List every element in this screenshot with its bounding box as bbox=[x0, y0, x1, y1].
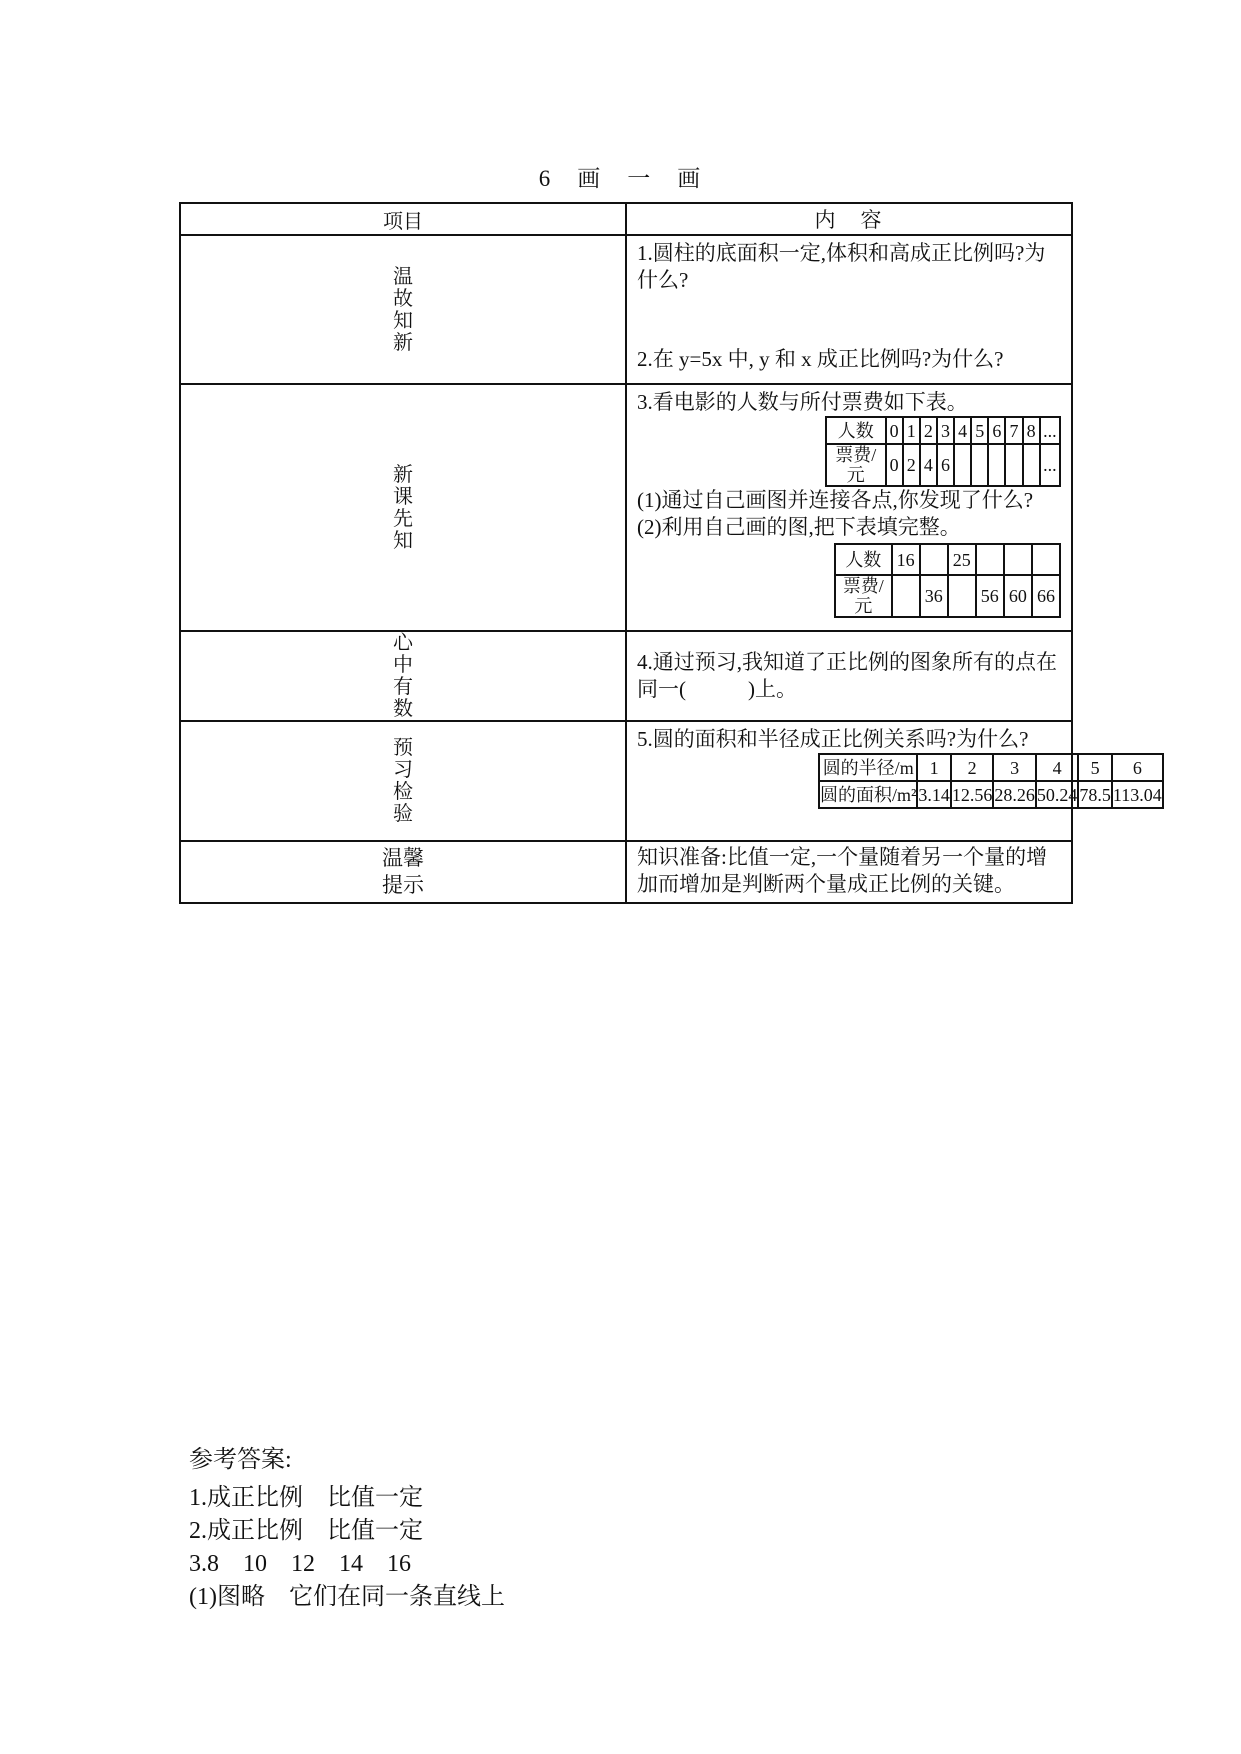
answer-heading: 参考答案: bbox=[189, 1447, 292, 1473]
fill-in-table bbox=[834, 543, 1061, 618]
answer-line: 1.成正比例 比值一定 bbox=[189, 1485, 423, 1511]
header-content: 内 容 bbox=[626, 203, 1072, 235]
answer-line: (1)图略 它们在同一条直线上 bbox=[189, 1584, 505, 1610]
section-content-review bbox=[626, 235, 1072, 384]
section-review bbox=[180, 235, 1072, 384]
answer-line: 3.8 10 12 14 16 bbox=[189, 1551, 411, 1577]
header-project: 项目 bbox=[180, 203, 626, 235]
worksheet-table bbox=[179, 202, 1162, 904]
section-check bbox=[180, 721, 1072, 841]
section-content-key-points bbox=[626, 631, 1072, 721]
table-row: 圆的半径/m 1 2 3 4 5 6 bbox=[819, 754, 1163, 781]
question-2: 2.在 y=5x 中, y 和 x 成正比例吗?为什么? bbox=[637, 347, 1004, 371]
question-4: 4.通过预习,我知道了正比例的图象所有的点在同一( )上。 bbox=[637, 650, 1057, 701]
section-content-check bbox=[626, 721, 1162, 841]
section-label-tips: 温馨 提示 bbox=[180, 841, 626, 903]
circle-area-table bbox=[818, 753, 1164, 809]
question-3: 3.看电影的人数与所付票费如下表。 bbox=[637, 390, 968, 414]
table-row: 票费/元 36 56 60 66 bbox=[835, 575, 1060, 617]
section-content-preview bbox=[626, 384, 1072, 631]
sub-question-1: (1)通过自己画图并连接各点,你发现了什么? bbox=[637, 488, 1034, 512]
section-preview bbox=[180, 384, 1072, 631]
page-title: 6 画 一 画 bbox=[538, 166, 703, 191]
movie-fee-table bbox=[825, 416, 1061, 487]
table-row: 圆的面积/m² 3.14 12.56 28.26 50.24 78.5 113.04 bbox=[819, 781, 1163, 808]
section-content-tips: 知识准备:比值一定,一个量随着另一个量的增加而增加是判断两个量成正比例的关键。 bbox=[626, 841, 1072, 903]
answer-line: 2.成正比例 比值一定 bbox=[189, 1518, 423, 1544]
question-1: 1.圆柱的底面积一定,体积和高成正比例吗?为什么? bbox=[637, 241, 1046, 292]
section-tips bbox=[180, 841, 1072, 903]
answer-key bbox=[189, 1444, 505, 1614]
section-key-points bbox=[180, 631, 1072, 721]
section-label-check: 预 习 检 验 bbox=[180, 721, 626, 841]
table-row: 人数 0 1 2 3 4 5 6 7 8 ... bbox=[826, 417, 1060, 444]
question-5: 5.圆的面积和半径成正比例关系吗?为什么? bbox=[637, 727, 1029, 751]
section-label-review: 温 故 知 新 bbox=[180, 235, 626, 384]
section-label-key-points: 心 中 有 数 bbox=[180, 631, 626, 721]
sub-question-2: (2)利用自己画的图,把下表填完整。 bbox=[637, 515, 961, 539]
table-row: 人数 16 25 bbox=[835, 544, 1060, 575]
table-row: 票费/元 0 2 4 6 ... bbox=[826, 444, 1060, 486]
header-row bbox=[180, 203, 1072, 235]
section-label-preview: 新 课 先 知 bbox=[180, 384, 626, 631]
